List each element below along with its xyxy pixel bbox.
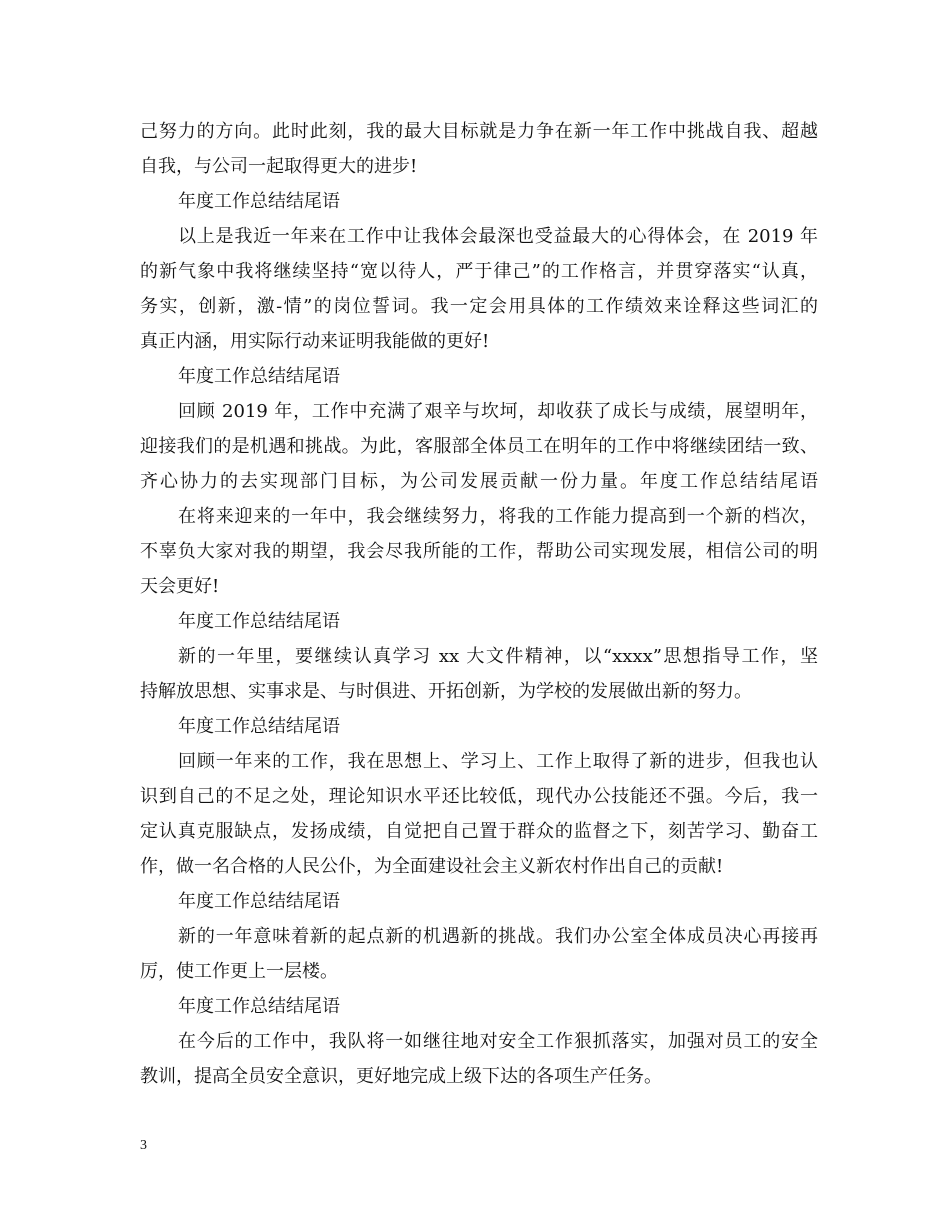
text-line: 新的一年里，要继续认真学习 xx 大文件精神，以“xxxx”思想指导工作，坚 bbox=[178, 646, 818, 667]
section-heading: 年度工作总结结尾语 bbox=[178, 716, 340, 737]
text-line: 新的一年意味着新的起点新的机遇新的挑战。我们办公室全体成员决心再接再 bbox=[178, 926, 818, 947]
text-line: 真正内涵，用实际行动来证明我能做的更好! bbox=[140, 331, 490, 352]
text-line: 己努力的方向。此时此刻，我的最大目标就是力争在新一年工作中挑战自我、超越 bbox=[140, 121, 818, 142]
text-line: 在将来迎来的一年中，我会继续努力，将我的工作能力提高到一个新的档次， bbox=[178, 506, 818, 527]
document-body bbox=[140, 114, 818, 1094]
text-line: 定认真克服缺点，发扬成绩，自觉把自己置于群众的监督之下，刻苦学习、勤奋工 bbox=[140, 821, 818, 842]
text-line: 的新气象中我将继续坚持“宽以待人，严于律己”的工作格言，并贯穿落实“认真， bbox=[140, 261, 818, 282]
text-line: 作，做一名合格的人民公仆，为全面建设社会主义新农村作出自己的贡献! bbox=[140, 856, 724, 877]
section-heading: 年度工作总结结尾语 bbox=[178, 891, 340, 912]
text-line: 在今后的工作中，我队将一如继往地对安全工作狠抓落实，加强对员工的安全 bbox=[178, 1031, 818, 1052]
section-heading: 年度工作总结结尾语 bbox=[178, 191, 340, 212]
text-line: 回顾一年来的工作，我在思想上、学习上、工作上取得了新的进步，但我也认 bbox=[178, 751, 818, 772]
text-line: 持解放思想、实事求是、与时俱进、开拓创新，为学校的发展做出新的努力。 bbox=[140, 681, 752, 702]
text-line: 务实，创新，激-情”的岗位誓词。我一定会用具体的工作绩效来诠释这些词汇的 bbox=[140, 296, 818, 317]
section-heading: 年度工作总结结尾语 bbox=[178, 366, 340, 387]
text-line: 天会更好! bbox=[140, 576, 220, 597]
section-heading: 年度工作总结结尾语 bbox=[178, 996, 340, 1017]
text-line: 厉，使工作更上一层楼。 bbox=[140, 961, 338, 982]
text-line: 自我，与公司一起取得更大的进步! bbox=[140, 156, 418, 177]
text-line: 不辜负大家对我的期望，我会尽我所能的工作，帮助公司实现发展，相信公司的明 bbox=[140, 541, 818, 562]
section-heading: 年度工作总结结尾语 bbox=[178, 611, 340, 632]
text-line: 教训，提高全员安全意识，更好地完成上级下达的各项生产任务。 bbox=[140, 1066, 662, 1087]
text-line: 齐心协力的去实现部门目标，为公司发展贡献一份力量。年度工作总结结尾语 bbox=[140, 471, 818, 492]
text-line: 以上是我近一年来在工作中让我体会最深也受益最大的心得体会，在 2019 年 bbox=[178, 226, 818, 247]
text-line: 回顾 2019 年，工作中充满了艰辛与坎坷，却收获了成长与成绩，展望明年， bbox=[178, 401, 818, 422]
text-line: 识到自己的不足之处，理论知识水平还比较低，现代办公技能还不强。今后，我一 bbox=[140, 786, 818, 807]
text-line: 迎接我们的是机遇和挑战。为此，客服部全体员工在明年的工作中将继续团结一致、 bbox=[140, 436, 818, 457]
page-number: 3 bbox=[140, 1138, 147, 1153]
